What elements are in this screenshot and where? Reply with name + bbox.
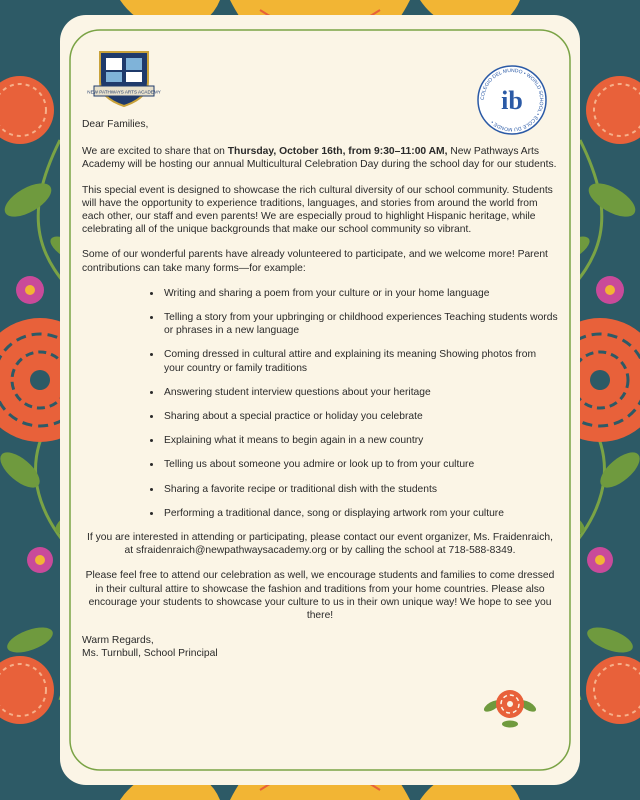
signoff: [82, 634, 558, 660]
contact-info: If you are interested in attending or participating, please contact our event organizer, Ms. Fraidenraich, at sfraidenraich@newpathwaysacademy.org or by calling the school at 718-588-8349.: [87, 532, 553, 557]
event-date-time: Thursday, October 16th, from 9:30–11:00 AM,: [227, 146, 448, 158]
invitation-paragraph: Please feel free to attend our celebration as well, we encourage students and families to come dressed in their cultural attire to showcase the fashion and traditions from your home countries. Please also encourage your students to showcase your culture to us in their own unique way! We hope to see you there!: [85, 570, 555, 622]
school-name: NEW PATHWAYS ARTS ACADEMY: [87, 89, 161, 95]
ib-ring-text: COLEGIO DEL MUNDO • WORLD SCHOOL • ÉCOLE DU MONDE •: [479, 67, 545, 133]
announcement-text-a: We are excited to share that on: [82, 146, 228, 158]
letter-body: [82, 118, 558, 661]
greeting: Dear Families,: [82, 119, 149, 130]
list-item: • Writing and sharing a poem from your culture or in your home language: [162, 287, 558, 300]
closing: Warm Regards,: [82, 635, 154, 647]
list-item: • Sharing a favorite recipe or traditional dish with the students: [162, 483, 558, 496]
announcement-text-b: New Pathways Arts Academy will be hosting our annual Multicultural Celebration Day during the school day for our students.: [82, 146, 557, 171]
list-item: • Answering student interview questions about your heritage: [162, 386, 558, 399]
ib-mark: ib: [501, 86, 523, 115]
school-crest-logo: [87, 48, 161, 108]
list-item: • Sharing about a special practice or holiday you celebrate: [162, 410, 558, 423]
list-item: • Coming dressed in cultural attire and explaining its meaning Showing photos from your country or family traditions: [162, 348, 558, 374]
list-item: • Telling us about someone you admire or look up to from your culture: [162, 458, 558, 471]
list-item: • Performing a traditional dance, song or displaying artwork rom your culture: [162, 507, 558, 520]
list-item: • Explaining what it means to begin again in a new country: [162, 434, 558, 447]
paragraph-description: This special event is designed to showcase the rich cultural diversity of our school community. Students will have the opportunity to experience traditions, languages, and stories from around the world from each other, our staff and even parents! We are especially proud to highlight Hispanic heritage, while celebrating all of the unique backgrounds that make our school community so vibrant.: [82, 184, 553, 236]
paragraph-announcement: [82, 145, 558, 171]
signature: Ms. Turnbull, School Principal: [82, 648, 218, 660]
list-item: • Telling a story from your upbringing or childhood experiences Teaching students words or phrases in a new language: [162, 311, 558, 337]
contribution-list: [82, 287, 558, 520]
rose-ornament-icon: [482, 676, 538, 730]
paragraph-volunteers: Some of our wonderful parents have already volunteered to participate, and we welcome more! Parent contributions can take many forms—for example:: [82, 249, 548, 274]
